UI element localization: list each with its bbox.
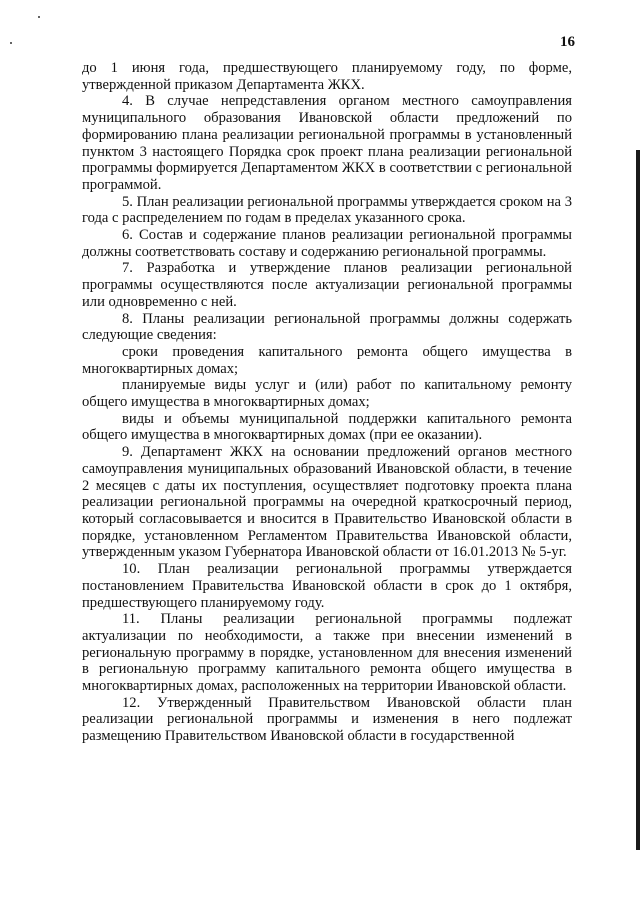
document-body	[82, 60, 572, 745]
paragraph-item-8: 8. Планы реализации региональной программы должны содержать следующие сведения:	[82, 310, 572, 344]
paragraph-item-6: 6. Состав и содержание планов реализации региональной программы должны соответствовать составу и содержанию региональной программы.	[82, 227, 572, 260]
paragraph-item-12: 12. Утвержденный Правительством Ивановской области план реализации региональной программы и изменения в него подлежат размещению Правительством Ивановской области в государственной	[82, 694, 572, 745]
paragraph-item-4: 4. В случае непредставления органом местного самоуправления муниципального образования Ивановской области предложений по формированию плана реализации региональной программы в установленный пунктом 3 настоящего Порядка срок проект плана реализации региональной программы формируется Департаментом ЖКХ в соответствии с региональной программой.	[82, 93, 572, 193]
scan-edge-shadow	[636, 150, 640, 850]
paragraph-continuation: до 1 июня года, предшествующего планируемому году, по форме, утвержденной приказом Департамента ЖКХ.	[82, 60, 572, 93]
paragraph-item-5: 5. План реализации региональной программы утверждается сроком на 3 года с распределением по годам в пределах указанного срока.	[82, 193, 572, 227]
paragraph-item-10: 10. План реализации региональной программы утверждается постановлением Правительства Ивановской области в срок до 1 октября, предшествующего планируемому году.	[82, 561, 572, 611]
paragraph-subitem-services: планируемые виды услуг и (или) работ по капитальному ремонту общего имущества в многоквартирных домах;	[82, 377, 572, 411]
scan-speck	[38, 16, 40, 18]
paragraph-subitem-support: виды и объемы муниципальной поддержки капитального ремонта общего имущества в многоквартирных домах (при ее оказании).	[82, 410, 572, 444]
paragraph-item-9: 9. Департамент ЖКХ на основании предложений органов местного самоуправления муниципальных образований Ивановской области, в течение 2 месяцев с даты их поступления, осуществляет подготовку проекта плана реализации региональной программы на очередной краткосрочный период, который согласовывается и вносится в Правительство Ивановской области в порядке, установленном Регламентом Правительства Ивановской области, утвержденным указом Губернатора Ивановской области от 16.01.2013 № 5-уг.	[82, 444, 572, 561]
scan-speck	[10, 42, 12, 44]
paragraph-item-11: 11. Планы реализации региональной программы подлежат актуализации по необходимости, а также при внесении изменений в региональную программу в порядке, установленном для внесения изменений в региональную программу капитального ремонта общего имущества в многоквартирных домах, расположенных на территории Ивановской области.	[82, 611, 572, 695]
paragraph-subitem-terms: сроки проведения капитального ремонта общего имущества в многоквартирных домах;	[82, 343, 572, 377]
paragraph-item-7: 7. Разработка и утверждение планов реализации региональной программы осуществляются после актуализации региональной программы или одновременно с ней.	[82, 260, 572, 310]
page-number: 16	[560, 34, 575, 50]
